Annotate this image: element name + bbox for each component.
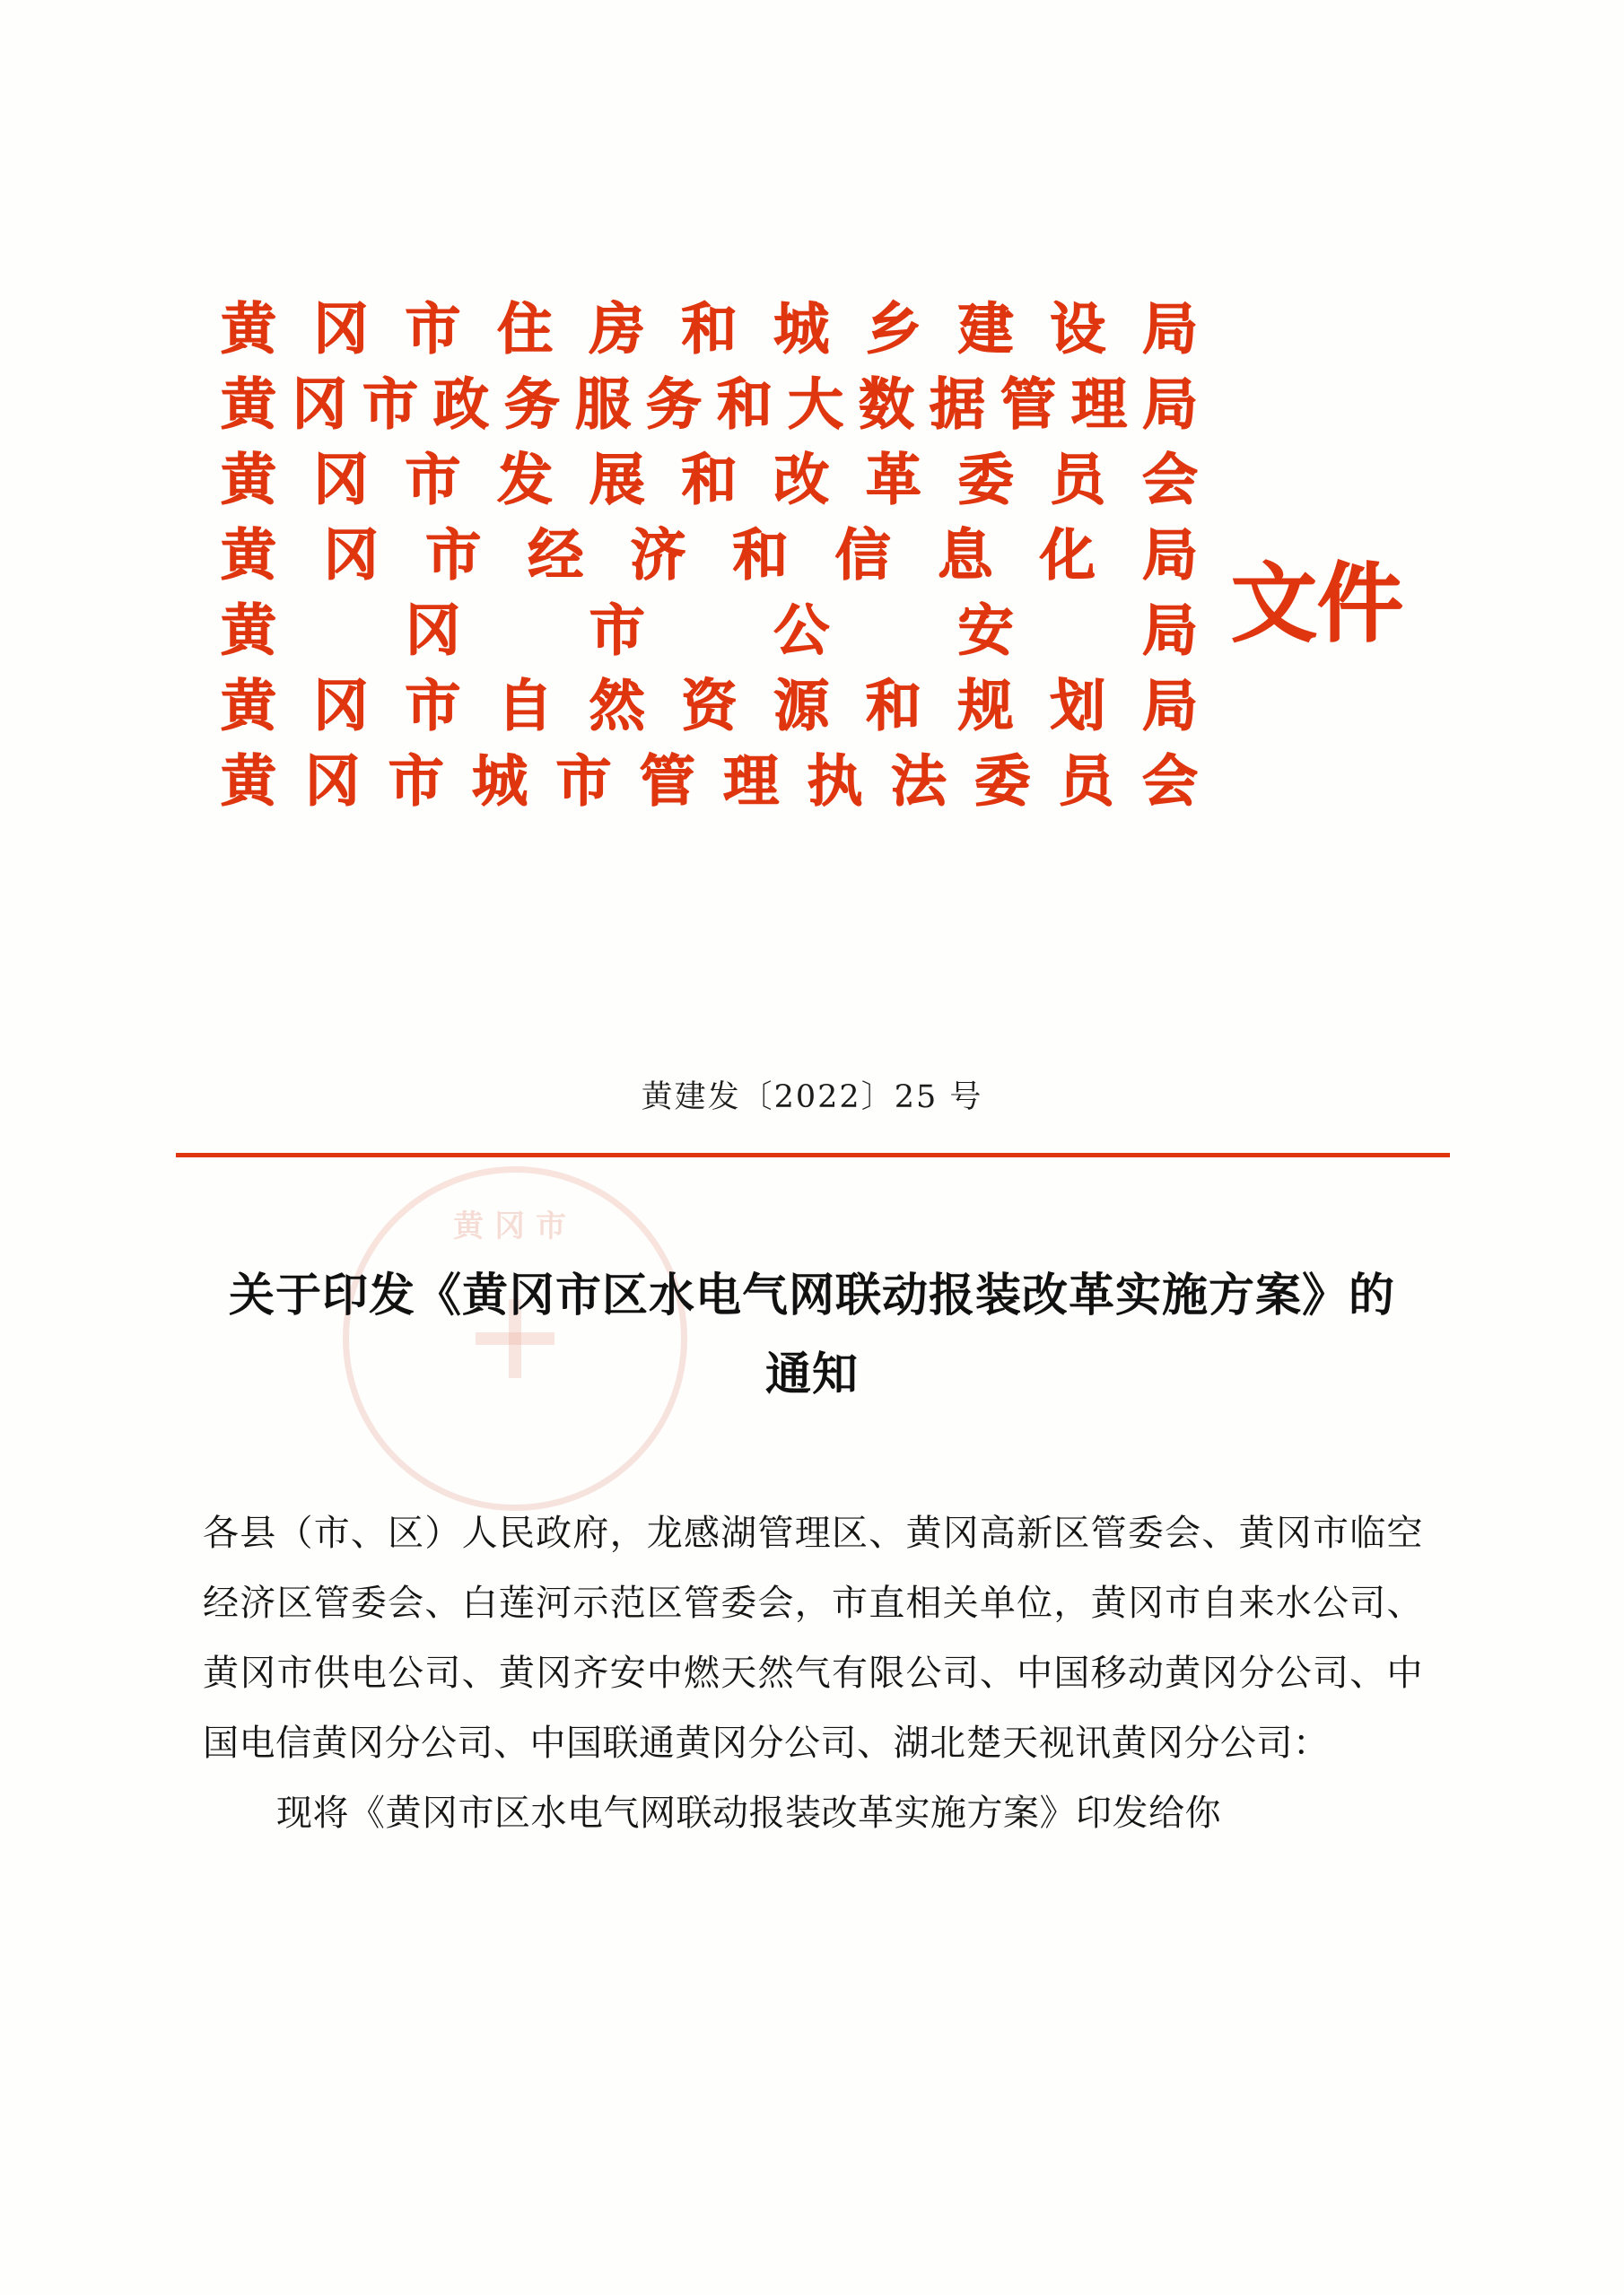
issuer-line: 黄冈市自然资源和规划局	[221, 673, 1199, 738]
issuer-line: 黄冈市公安局	[221, 598, 1199, 663]
issuing-agencies	[221, 296, 1199, 815]
issuer-line: 黄冈市经济和信息化局	[221, 522, 1199, 588]
body-paragraph: 各县（市、区）人民政府，龙感湖管理区、黄冈高新区管委会、黄冈市临空经济区管委会、白莲河示范区管委会，市直相关单位，黄冈市自来水公司、黄冈市供电公司、黄冈齐安中燃天然气有限公司、中国移动黄冈分公司、中国电信黄冈分公司、中国联通黄冈分公司、湖北楚天视讯黄冈分公司：	[203, 1513, 1423, 1764]
issuer-line: 黄冈市住房和城乡建设局	[221, 296, 1199, 362]
seal-text: 黄冈市	[453, 1209, 577, 1244]
page-title: 关于印发《黄冈市区水电气网联动报装改革实施方案》的通知	[228, 1269, 1395, 1401]
issuer-line: 黄冈市发展和改革委员会	[221, 447, 1199, 512]
issuer-line: 黄冈市政务服务和大数据管理局	[221, 371, 1199, 437]
document-number: 黄建发〔2022〕25 号	[641, 1079, 983, 1115]
red-separator-rule	[176, 1153, 1450, 1157]
issuer-line: 黄冈市城市管理执法委员会	[221, 748, 1199, 814]
masthead	[0, 296, 1624, 815]
document-body	[203, 1498, 1423, 1848]
wenjian-label: 文件	[1231, 553, 1403, 654]
body-paragraph: 现将《黄冈市区水电气网联动报装改革实施方案》印发给你	[276, 1793, 1221, 1834]
